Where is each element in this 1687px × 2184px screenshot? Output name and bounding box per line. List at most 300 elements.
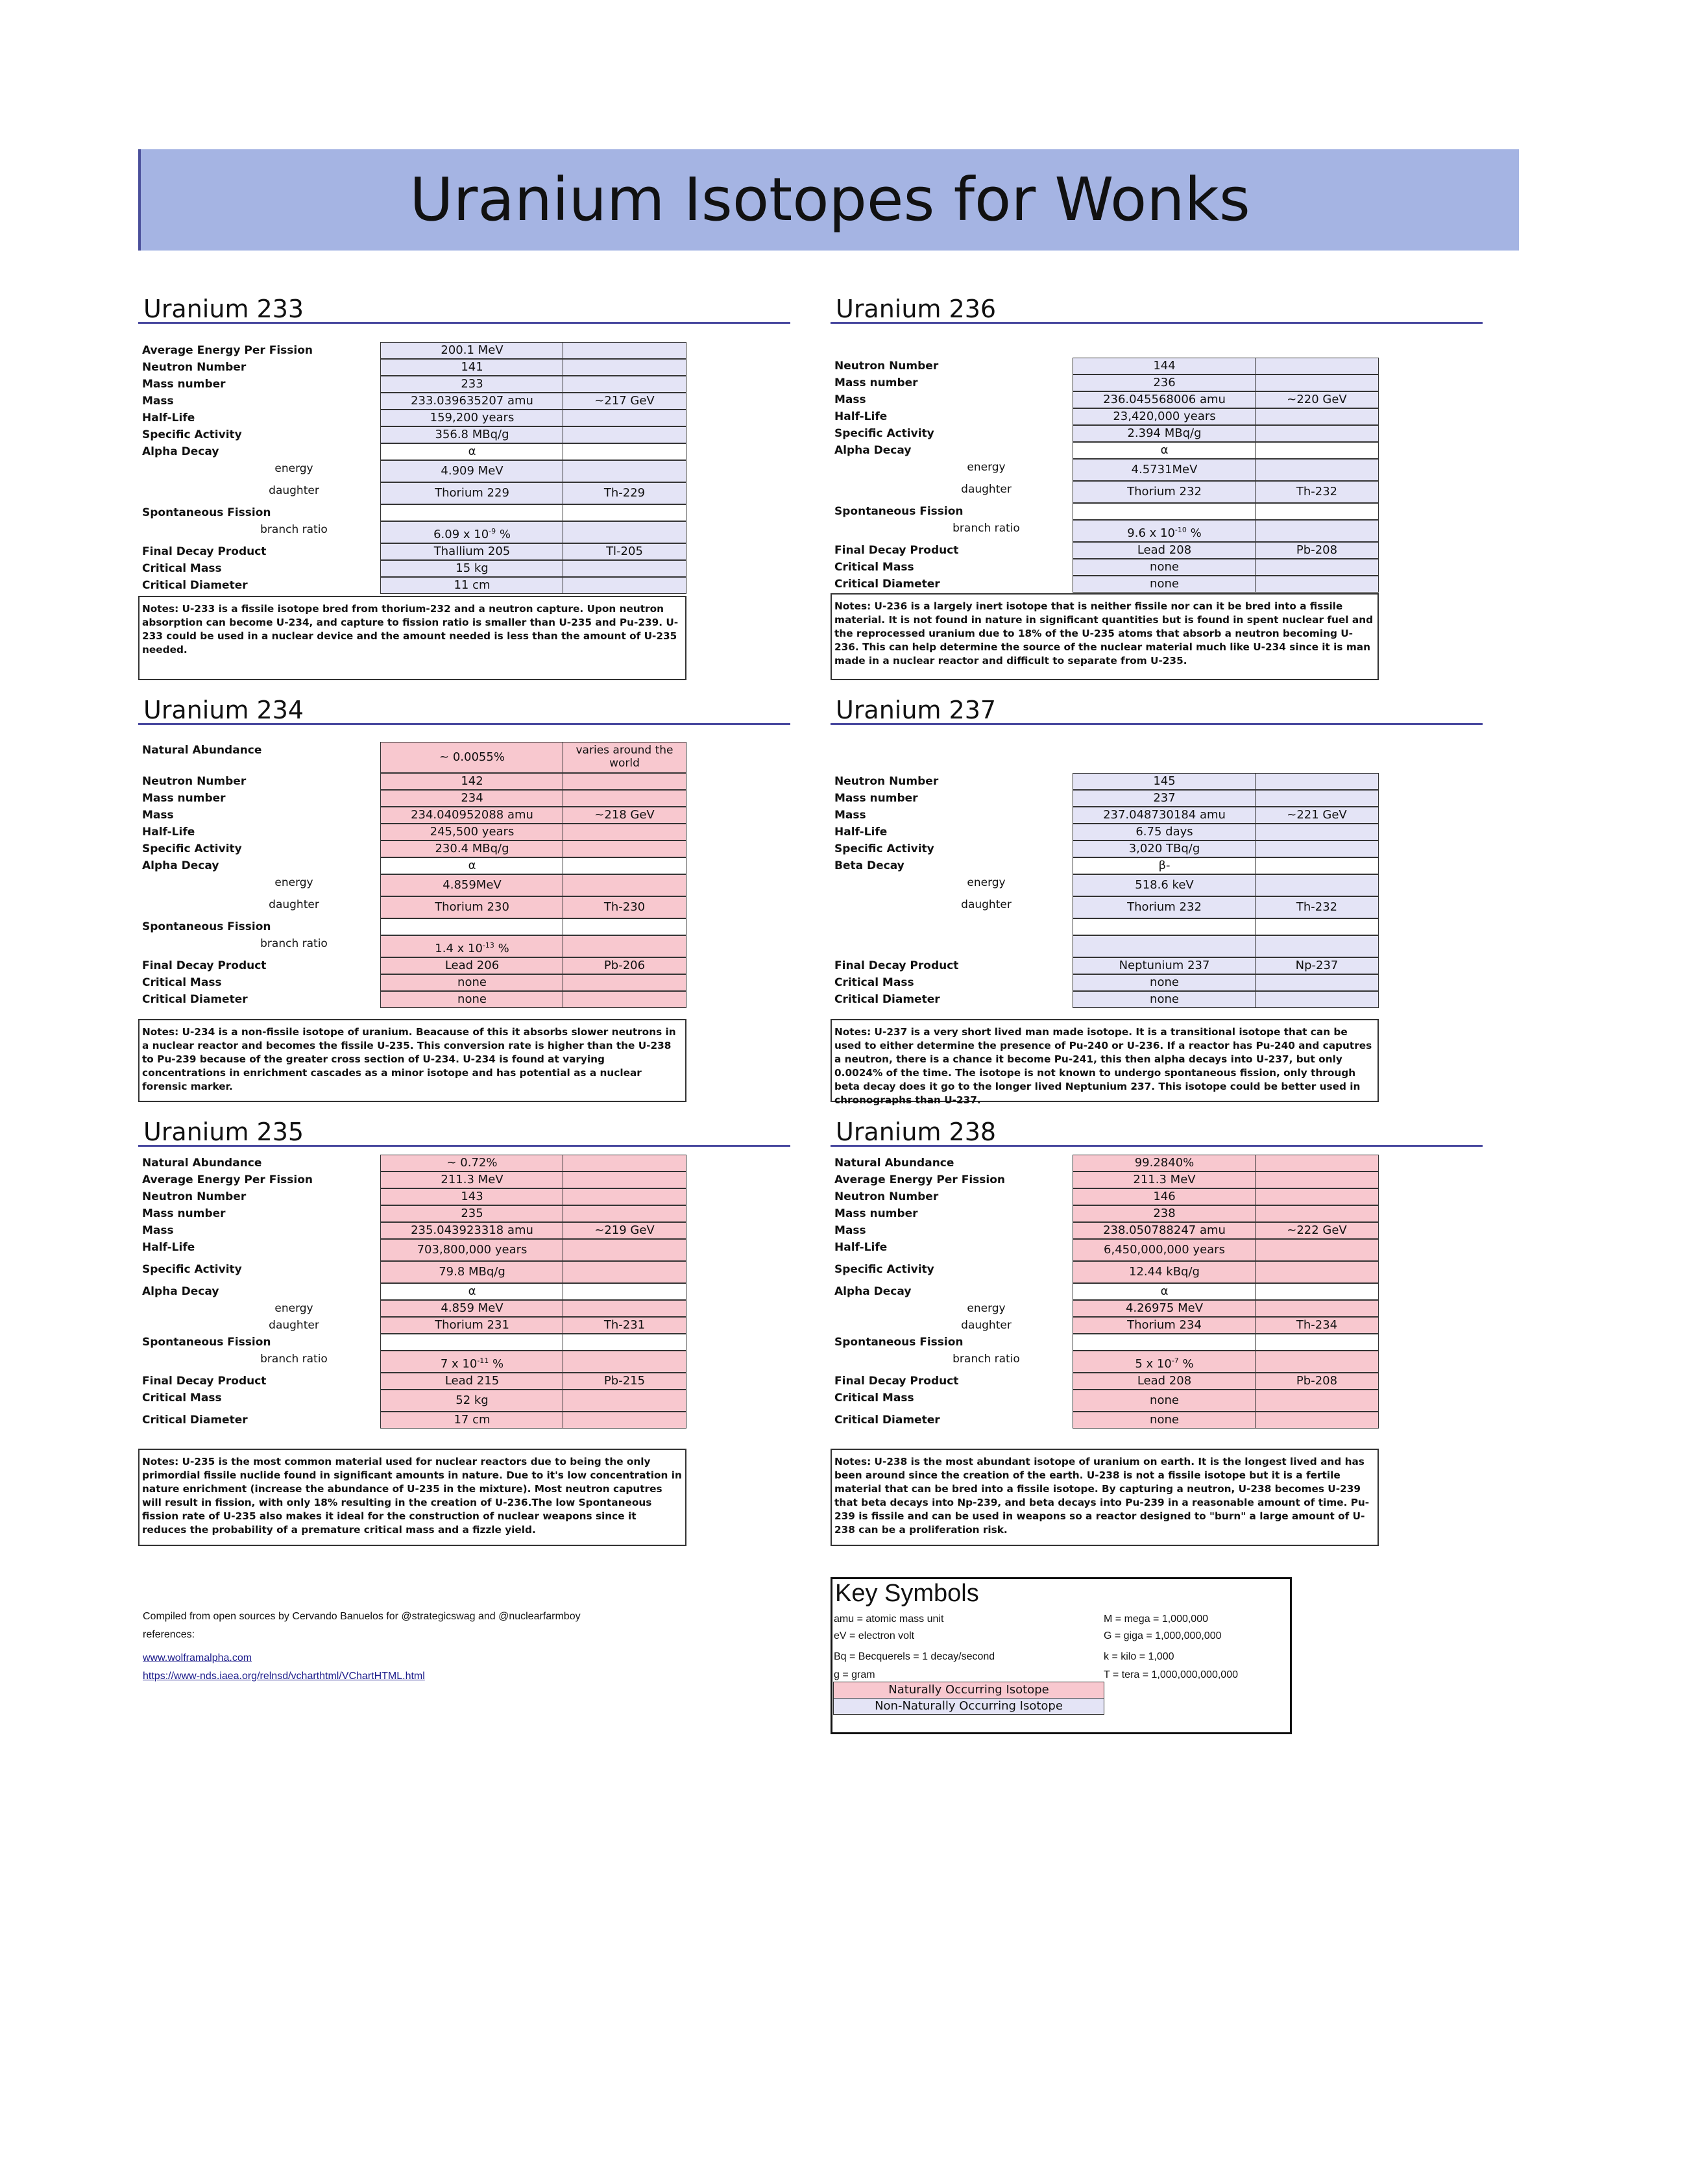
- property-secondary: Pb-208: [1255, 542, 1379, 559]
- notes-uranium-237: Notes: U-237 is a very short lived man made isotope. It is a transitional isotope that can be used to either determine the presence of Pu-240 or U-236. If a reactor has Pu-240 and caputres a neutron, there is a chance it become Pu-241, this then alpha decays into U-237, but only 0.0024% of the time. The isotope is not known to undergo spontaneous fission, only through beta decay does it go to the longer lived Neptunium 237. This isotope could be better used in chronographs than U-237.: [831, 1019, 1379, 1102]
- property-secondary: [563, 1390, 686, 1412]
- property-secondary: [563, 974, 686, 991]
- section-title: Uranium 235: [138, 1119, 790, 1147]
- property-secondary: Th-234: [1255, 1317, 1379, 1334]
- property-row: [138, 1188, 790, 1205]
- property-row: [138, 874, 790, 896]
- value-exponent: -7: [1171, 1356, 1179, 1365]
- property-value: 211.3 MeV: [380, 1172, 564, 1188]
- property-value: Thorium 232: [1073, 481, 1256, 503]
- property-label: Critical Diameter: [142, 993, 248, 1006]
- section-uranium-233: [138, 296, 790, 594]
- value-exponent: -11: [477, 1356, 489, 1365]
- reference-link-wolframalpha[interactable]: www.wolframalpha.com: [143, 1652, 252, 1663]
- property-label: Critical Diameter: [834, 578, 940, 591]
- property-secondary: Pb-208: [1255, 1373, 1379, 1390]
- property-label: Mass number: [142, 378, 226, 391]
- property-secondary: Th-232: [1255, 896, 1379, 918]
- property-label: Half-Life: [142, 826, 195, 839]
- property-value: Lead 208: [1073, 542, 1256, 559]
- property-value: 200.1 MeV: [380, 342, 564, 359]
- property-value: 141: [380, 359, 564, 376]
- property-value: Thallium 205: [380, 543, 564, 560]
- notes-uranium-238: Notes: U-238 is the most abundant isotope of uranium on earth. It is the longest lived and has been around since the creation of the earth. U-238 is not a fissile isotope but it is a fertile material that can be bred into a fissile isotope. By capturing a neutron, U-238 becomes U-239 that beta decays into Np-239, and beta decays into Pu-239 in a reasonable amount of time. Pu-239 is fissile and can be used in weapons so a reactor designed to "burn" a large amount of U-238 can be a proliferation risk.: [831, 1449, 1379, 1546]
- property-value: [1073, 1334, 1256, 1351]
- property-secondary: [1255, 824, 1379, 840]
- property-value: 237: [1073, 790, 1256, 807]
- property-label: Final Decay Product: [834, 959, 959, 972]
- value-exponent: -10: [1174, 526, 1187, 534]
- key-swatch-natural: Naturally Occurring Isotope: [833, 1682, 1104, 1699]
- property-label: Critical Mass: [834, 1392, 914, 1405]
- property-secondary: ~217 GeV: [563, 393, 686, 410]
- property-row: [831, 807, 1483, 824]
- property-label: energy: [967, 876, 1006, 889]
- property-row: [138, 410, 790, 426]
- property-label: Final Decay Product: [834, 544, 959, 557]
- property-row: [138, 1205, 790, 1222]
- property-row: [831, 1188, 1483, 1205]
- property-secondary: Pb-206: [563, 957, 686, 974]
- property-secondary: [563, 1155, 686, 1172]
- key-amu: amu = atomic mass unit: [834, 1613, 944, 1625]
- property-value: 3,020 TBq/g: [1073, 840, 1256, 857]
- property-secondary: [1255, 1188, 1379, 1205]
- property-secondary: Th-229: [563, 482, 686, 504]
- property-row: [138, 1351, 790, 1373]
- property-value: [1073, 520, 1256, 542]
- property-value: 6.75 days: [1073, 824, 1256, 840]
- property-secondary: [1255, 1390, 1379, 1412]
- property-row: [831, 1412, 1483, 1429]
- property-secondary: [1255, 1283, 1379, 1300]
- property-secondary: [563, 342, 686, 359]
- credits-references-label: references:: [143, 1629, 195, 1640]
- value-exponent: -9: [489, 527, 496, 535]
- property-row: [138, 790, 790, 807]
- property-label: Mass: [834, 809, 866, 822]
- property-row: [138, 460, 790, 482]
- property-row: [138, 1390, 790, 1412]
- property-value: 52 kg: [380, 1390, 564, 1412]
- property-label: Neutron Number: [834, 360, 939, 373]
- section-title: Uranium 238: [831, 1119, 1483, 1147]
- property-secondary: [563, 824, 686, 840]
- property-label: Final Decay Product: [834, 1375, 959, 1388]
- property-label: Mass: [834, 393, 866, 406]
- property-value: ~ 0.72%: [380, 1155, 564, 1172]
- property-row: [138, 482, 790, 504]
- property-row: [138, 1300, 790, 1317]
- property-row: [831, 425, 1483, 442]
- key-ev: eV = electron volt: [834, 1630, 915, 1641]
- property-value: Thorium 232: [1073, 896, 1256, 918]
- property-row: [138, 857, 790, 874]
- property-label: Specific Activity: [142, 428, 242, 441]
- key-gram: g = gram: [834, 1669, 875, 1680]
- property-row: [831, 1283, 1483, 1300]
- property-secondary: [1255, 874, 1379, 896]
- property-value: [380, 935, 564, 957]
- property-secondary: varies around the world: [563, 742, 686, 773]
- property-row: [831, 991, 1483, 1008]
- property-label: Spontaneous Fission: [142, 1336, 271, 1349]
- property-label: Alpha Decay: [834, 1285, 912, 1298]
- property-label: Alpha Decay: [834, 444, 912, 457]
- property-label: Specific Activity: [142, 1263, 242, 1276]
- property-value: Lead 208: [1073, 1373, 1256, 1390]
- property-row: [831, 896, 1483, 918]
- property-secondary: [563, 1351, 686, 1373]
- property-label: Alpha Decay: [142, 1285, 219, 1298]
- property-row: [138, 443, 790, 460]
- property-secondary: [1255, 559, 1379, 576]
- property-row: [831, 1334, 1483, 1351]
- value-base: 6.09 x 10: [433, 528, 489, 541]
- property-value: Thorium 229: [380, 482, 564, 504]
- property-value: 356.8 MBq/g: [380, 426, 564, 443]
- property-row: [831, 391, 1483, 408]
- property-secondary: [563, 1334, 686, 1351]
- key-tera: T = tera = 1,000,000,000,000: [1104, 1669, 1238, 1680]
- property-row: [831, 1317, 1483, 1334]
- property-value: [380, 1334, 564, 1351]
- value-suffix: %: [1178, 1357, 1194, 1371]
- property-label: Mass: [142, 1224, 174, 1237]
- notes-uranium-233: Notes: U-233 is a fissile isotope bred from thorium-232 and a neutron capture. Upon neutron absorption can become U-234, and capture to fission ratio is smaller than U-235 and Pu-239. U-233 could be used in a nuclear device and the amount needed is less than the amount of U-235 needed.: [138, 596, 686, 680]
- property-value: Thorium 230: [380, 896, 564, 918]
- property-value: [380, 521, 564, 543]
- property-label: Mass number: [142, 792, 226, 805]
- property-row: [138, 974, 790, 991]
- property-secondary: [563, 426, 686, 443]
- property-row: [831, 374, 1483, 391]
- property-row: [831, 1300, 1483, 1317]
- property-label: branch ratio: [953, 1353, 1020, 1366]
- property-label: Critical Diameter: [142, 579, 248, 592]
- property-value: 146: [1073, 1188, 1256, 1205]
- property-secondary: [563, 577, 686, 594]
- property-value: 234.040952088 amu: [380, 807, 564, 824]
- property-secondary: [563, 504, 686, 521]
- property-value: 2.394 MBq/g: [1073, 425, 1256, 442]
- property-secondary: [563, 840, 686, 857]
- property-value: 4.909 MeV: [380, 460, 564, 482]
- property-value: [1073, 935, 1256, 957]
- property-secondary: ~220 GeV: [1255, 391, 1379, 408]
- property-row: [138, 773, 790, 790]
- property-row: [138, 840, 790, 857]
- property-secondary: [563, 874, 686, 896]
- property-row: [138, 896, 790, 918]
- property-row: [138, 935, 790, 957]
- property-label: Half-Life: [142, 411, 195, 424]
- property-secondary: [563, 410, 686, 426]
- property-label: energy: [274, 1302, 313, 1315]
- property-value: 6,450,000,000 years: [1073, 1239, 1256, 1261]
- property-row: [138, 1261, 790, 1283]
- property-row: [831, 408, 1483, 425]
- property-label: branch ratio: [260, 937, 328, 950]
- key-symbols-box: [831, 1577, 1292, 1734]
- property-row: [831, 1261, 1483, 1283]
- section-uranium-237: [831, 697, 1483, 1008]
- key-title: Key Symbols: [835, 1580, 979, 1607]
- property-value: none: [1073, 974, 1256, 991]
- property-secondary: [1255, 1334, 1379, 1351]
- property-label: energy: [274, 462, 313, 475]
- property-label: Average Energy Per Fission: [142, 1173, 313, 1186]
- property-secondary: [1255, 503, 1379, 520]
- page-title: Uranium Isotopes for Wonks: [409, 165, 1250, 234]
- property-value: none: [1073, 576, 1256, 593]
- title-banner: [138, 149, 1519, 251]
- property-value: 236: [1073, 374, 1256, 391]
- property-secondary: Th-232: [1255, 481, 1379, 503]
- property-value: 79.8 MBq/g: [380, 1261, 564, 1283]
- property-label: daughter: [961, 898, 1012, 911]
- property-secondary: [1255, 1412, 1379, 1429]
- property-value: α: [380, 1283, 564, 1300]
- property-value: 234: [380, 790, 564, 807]
- property-label: daughter: [269, 1319, 319, 1332]
- property-label: Neutron Number: [142, 775, 247, 788]
- property-label: Half-Life: [834, 826, 888, 839]
- property-value: 145: [1073, 773, 1256, 790]
- property-row: [831, 559, 1483, 576]
- notes-uranium-235: Notes: U-235 is the most common material used for nuclear reactors due to being the only primordial fissile nuclide found in significant amounts in nature. Due to it's low concentration in nature enrichment (increase the abundance of U-235 in the mixture). Most neutron caputres will result in fission, with only 18% resulting in the creation of U-236.The low Spontaneous fission rate of U-235 also makes it ideal for the construction of nuclear weapons since it reduces the probability of a premature critical mass and a fizzle yield.: [138, 1449, 686, 1546]
- property-secondary: [1255, 1172, 1379, 1188]
- property-secondary: [563, 560, 686, 577]
- property-row: [138, 807, 790, 824]
- value-suffix: %: [494, 942, 509, 955]
- value-suffix: %: [489, 1357, 504, 1371]
- property-row: [138, 918, 790, 935]
- property-row: [831, 974, 1483, 991]
- property-row: [138, 1239, 790, 1261]
- key-giga: G = giga = 1,000,000,000: [1104, 1630, 1222, 1641]
- property-secondary: ~222 GeV: [1255, 1222, 1379, 1239]
- property-value: none: [1073, 1390, 1256, 1412]
- property-row: [138, 1334, 790, 1351]
- property-row: [831, 1239, 1483, 1261]
- value-base: 9.6 x 10: [1127, 526, 1175, 540]
- property-label: branch ratio: [260, 1353, 328, 1366]
- property-row: [831, 1390, 1483, 1412]
- property-label: Specific Activity: [834, 427, 934, 440]
- property-label: Mass: [142, 395, 174, 408]
- property-row: [138, 824, 790, 840]
- notes-uranium-234: Notes: U-234 is a non-fissile isotope of uranium. Beacause of this it absorbs slower neutrons in a nuclear reactor and becomes the fissile U-235. This conversion rate is higher than the U-238 to Pu-239 because of the greater cross section of U-234. U-234 is found at varying concentrations in enrichment cascades as a minor isotope and has potential as a nuclear forensic marker.: [138, 1019, 686, 1102]
- property-label: branch ratio: [953, 522, 1020, 535]
- property-label: Critical Diameter: [142, 1414, 248, 1427]
- property-value: [1073, 918, 1256, 935]
- property-row: [831, 542, 1483, 559]
- property-value: 237.048730184 amu: [1073, 807, 1256, 824]
- property-label: Final Decay Product: [142, 545, 267, 558]
- property-row: [831, 773, 1483, 790]
- value-base: 5 x 10: [1135, 1357, 1172, 1371]
- property-value: 703,800,000 years: [380, 1239, 564, 1261]
- property-value: Lead 206: [380, 957, 564, 974]
- property-secondary: [563, 1412, 686, 1429]
- property-value: 236.045568006 amu: [1073, 391, 1256, 408]
- property-label: Neutron Number: [142, 361, 247, 374]
- value-suffix: %: [1186, 526, 1202, 540]
- property-row: [831, 503, 1483, 520]
- property-value: none: [1073, 1412, 1256, 1429]
- property-row: [831, 840, 1483, 857]
- property-row: [831, 857, 1483, 874]
- property-secondary: [563, 773, 686, 790]
- property-row: [138, 957, 790, 974]
- property-label: energy: [274, 876, 313, 889]
- property-value: 17 cm: [380, 1412, 564, 1429]
- property-value: 4.26975 MeV: [1073, 1300, 1256, 1317]
- property-value: none: [1073, 559, 1256, 576]
- value-exponent: -13: [482, 941, 494, 950]
- property-row: [831, 918, 1483, 935]
- property-value: 4.859MeV: [380, 874, 564, 896]
- property-value: 233.039635207 amu: [380, 393, 564, 410]
- property-value: [1073, 503, 1256, 520]
- value-base: 1.4 x 10: [435, 942, 483, 955]
- property-secondary: [1255, 1300, 1379, 1317]
- property-row: [831, 1172, 1483, 1188]
- property-label: Alpha Decay: [142, 445, 219, 458]
- property-secondary: ~221 GeV: [1255, 807, 1379, 824]
- property-label: energy: [967, 1302, 1006, 1315]
- property-value: 99.2840%: [1073, 1155, 1256, 1172]
- property-secondary: [1255, 1205, 1379, 1222]
- property-secondary: [1255, 974, 1379, 991]
- property-value: 518.6 keV: [1073, 874, 1256, 896]
- property-secondary: [563, 1239, 686, 1261]
- property-secondary: [563, 1188, 686, 1205]
- property-secondary: [1255, 1239, 1379, 1261]
- property-value: 144: [1073, 358, 1256, 374]
- property-secondary: [1255, 1351, 1379, 1373]
- property-label: daughter: [961, 483, 1012, 496]
- section-title: Uranium 237: [831, 697, 1483, 725]
- property-value: 12.44 kBq/g: [1073, 1261, 1256, 1283]
- property-row: [138, 521, 790, 543]
- property-value: α: [1073, 1283, 1256, 1300]
- property-label: Neutron Number: [834, 775, 939, 788]
- property-secondary: [563, 376, 686, 393]
- property-value: 230.4 MBq/g: [380, 840, 564, 857]
- credits-compiled: Compiled from open sources by Cervando Banuelos for @strategicswag and @nuclearfarmboy: [143, 1611, 581, 1622]
- property-label: Critical Mass: [142, 1392, 222, 1405]
- property-value: 142: [380, 773, 564, 790]
- property-secondary: [563, 1300, 686, 1317]
- property-row: [831, 459, 1483, 481]
- property-secondary: [1255, 442, 1379, 459]
- property-secondary: [1255, 773, 1379, 790]
- property-row: [138, 543, 790, 560]
- property-label: Specific Activity: [834, 1263, 934, 1276]
- value-base: 7 x 10: [440, 1357, 478, 1371]
- property-row: [138, 376, 790, 393]
- property-secondary: [1255, 1261, 1379, 1283]
- property-secondary: [563, 460, 686, 482]
- property-row: [138, 359, 790, 376]
- property-value: 238.050788247 amu: [1073, 1222, 1256, 1239]
- property-row: [831, 481, 1483, 503]
- property-row: [831, 935, 1483, 957]
- property-label: energy: [967, 461, 1006, 474]
- property-label: Half-Life: [834, 410, 888, 423]
- property-secondary: [1255, 840, 1379, 857]
- section-title: Uranium 236: [831, 296, 1483, 324]
- property-secondary: [1255, 374, 1379, 391]
- property-row: [138, 1373, 790, 1390]
- property-label: Mass: [834, 1224, 866, 1237]
- property-secondary: [563, 918, 686, 935]
- property-value: α: [380, 857, 564, 874]
- property-secondary: [563, 1283, 686, 1300]
- property-secondary: Tl-205: [563, 543, 686, 560]
- property-label: Half-Life: [834, 1241, 888, 1254]
- property-secondary: [563, 857, 686, 874]
- property-value: Lead 215: [380, 1373, 564, 1390]
- property-secondary: [563, 1172, 686, 1188]
- property-label: Critical Diameter: [834, 1414, 940, 1427]
- property-secondary: Np-237: [1255, 957, 1379, 974]
- property-label: Half-Life: [142, 1241, 195, 1254]
- property-row: [138, 991, 790, 1008]
- property-row: [831, 520, 1483, 542]
- property-value: 238: [1073, 1205, 1256, 1222]
- property-secondary: [563, 443, 686, 460]
- property-label: Spontaneous Fission: [834, 505, 964, 518]
- property-label: Mass: [142, 809, 174, 822]
- reference-link-iaea[interactable]: https://www-nds.iaea.org/relnsd/vcharthtml/VChartHTML.html: [143, 1671, 425, 1682]
- property-value: α: [380, 443, 564, 460]
- property-label: branch ratio: [260, 523, 328, 536]
- property-value: [380, 918, 564, 935]
- property-row: [831, 442, 1483, 459]
- property-secondary: [563, 359, 686, 376]
- property-value: none: [1073, 991, 1256, 1008]
- property-secondary: [563, 790, 686, 807]
- property-label: Spontaneous Fission: [142, 506, 271, 519]
- property-secondary: ~219 GeV: [563, 1222, 686, 1239]
- property-row: [831, 874, 1483, 896]
- property-row: [138, 393, 790, 410]
- property-row: [831, 1222, 1483, 1239]
- property-label: Spontaneous Fission: [142, 920, 271, 933]
- property-label: Average Energy Per Fission: [834, 1173, 1006, 1186]
- property-value: none: [380, 991, 564, 1008]
- value-suffix: %: [496, 528, 511, 541]
- property-value: [1073, 1351, 1256, 1373]
- property-row: [138, 1172, 790, 1188]
- property-label: Critical Mass: [834, 561, 914, 574]
- property-row: [831, 790, 1483, 807]
- property-value: 211.3 MeV: [1073, 1172, 1256, 1188]
- key-kilo: k = kilo = 1,000: [1104, 1651, 1174, 1662]
- property-label: Critical Mass: [142, 562, 222, 575]
- key-bq: Bq = Becquerels = 1 decay/second: [834, 1651, 995, 1662]
- property-row: [138, 342, 790, 359]
- property-label: Neutron Number: [834, 1190, 939, 1203]
- property-value: β-: [1073, 857, 1256, 874]
- property-row: [831, 1205, 1483, 1222]
- key-mega: M = mega = 1,000,000: [1104, 1613, 1208, 1625]
- property-value: 235: [380, 1205, 564, 1222]
- property-value: Neptunium 237: [1073, 957, 1256, 974]
